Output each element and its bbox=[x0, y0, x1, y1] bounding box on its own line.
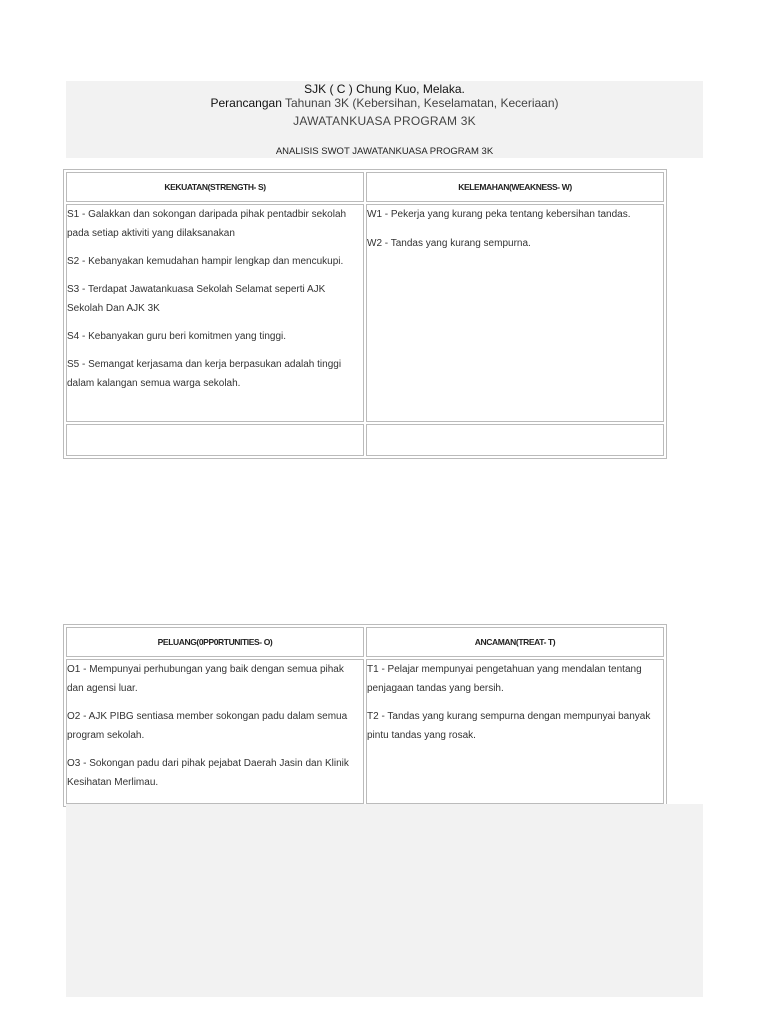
plan-title-lead: Perancangan bbox=[210, 96, 282, 110]
strength-item: S5 - Semangat kerjasama dan kerja berpasukan adalah tinggi dalam kalangan semua warga sekolah. bbox=[67, 359, 342, 389]
opportunity-header: PELUANG(0PP0RTUNITIES- O) bbox=[66, 627, 364, 657]
threat-header: ANCAMAN(TREAT- T) bbox=[366, 627, 664, 657]
swot-table-opportunity-threat bbox=[63, 624, 667, 807]
strength-header: KEKUATAN(STRENGTH- S) bbox=[66, 172, 364, 202]
plan-title bbox=[66, 96, 703, 110]
weakness-item: W1 - Pekerja yang kurang peka tentang kebersihan tandas. bbox=[367, 209, 631, 220]
opportunity-item: O3 - Sokongan padu dari pihak pejabat Daerah Jasin dan Klinik Kesihatan Merlimau. bbox=[67, 758, 349, 788]
blank-page-area bbox=[66, 804, 703, 997]
strength-item: S2 - Kebanyakan kemudahan hampir lengkap dan mencukupi. bbox=[67, 256, 344, 267]
opportunity-cell bbox=[66, 659, 364, 804]
threat-item: T1 - Pelajar mempunyai pengetahuan yang mendalan tentang penjagaan tandas yang bersih. bbox=[367, 664, 642, 694]
strength-item: S4 - Kebanyakan guru beri komitmen yang tinggi. bbox=[67, 331, 287, 342]
weakness-item: W2 - Tandas yang kurang sempurna. bbox=[367, 238, 531, 249]
school-name: SJK ( C ) Chung Kuo, Melaka. bbox=[304, 82, 465, 96]
document-header bbox=[66, 81, 703, 158]
plan-title-rest: Tahunan 3K (Kebersihan, Keselamatan, Keceriaan) bbox=[285, 96, 559, 110]
threat-cell bbox=[366, 659, 664, 804]
swot-table-strength-weakness bbox=[63, 169, 667, 459]
strength-item: S1 - Galakkan dan sokongan daripada pihak pentadbir sekolah pada setiap aktiviti yang dilaksanakan bbox=[67, 209, 347, 239]
threat-item: T2 - Tandas yang kurang sempurna dengan mempunyai banyak pintu tandas yang rosak. bbox=[367, 711, 651, 741]
swot-title: ANALISIS SWOT JAWATANKUASA PROGRAM 3K bbox=[275, 146, 494, 157]
weakness-header: KELEMAHAN(WEAKNESS- W) bbox=[366, 172, 664, 202]
opportunity-item: O2 - AJK PIBG sentiasa member sokongan padu dalam semua program sekolah. bbox=[67, 711, 348, 741]
weakness-cell bbox=[366, 204, 664, 422]
strength-item: S3 - Terdapat Jawatankuasa Sekolah Selamat seperti AJK Sekolah Dan AJK 3K bbox=[67, 284, 326, 314]
committee-title: JAWATANKUASA PROGRAM 3K bbox=[293, 114, 476, 128]
empty-cell bbox=[366, 424, 664, 456]
empty-cell bbox=[66, 424, 364, 456]
opportunity-item: O1 - Mempunyai perhubungan yang baik dengan semua pihak dan agensi luar. bbox=[67, 664, 344, 694]
strength-cell bbox=[66, 204, 364, 422]
